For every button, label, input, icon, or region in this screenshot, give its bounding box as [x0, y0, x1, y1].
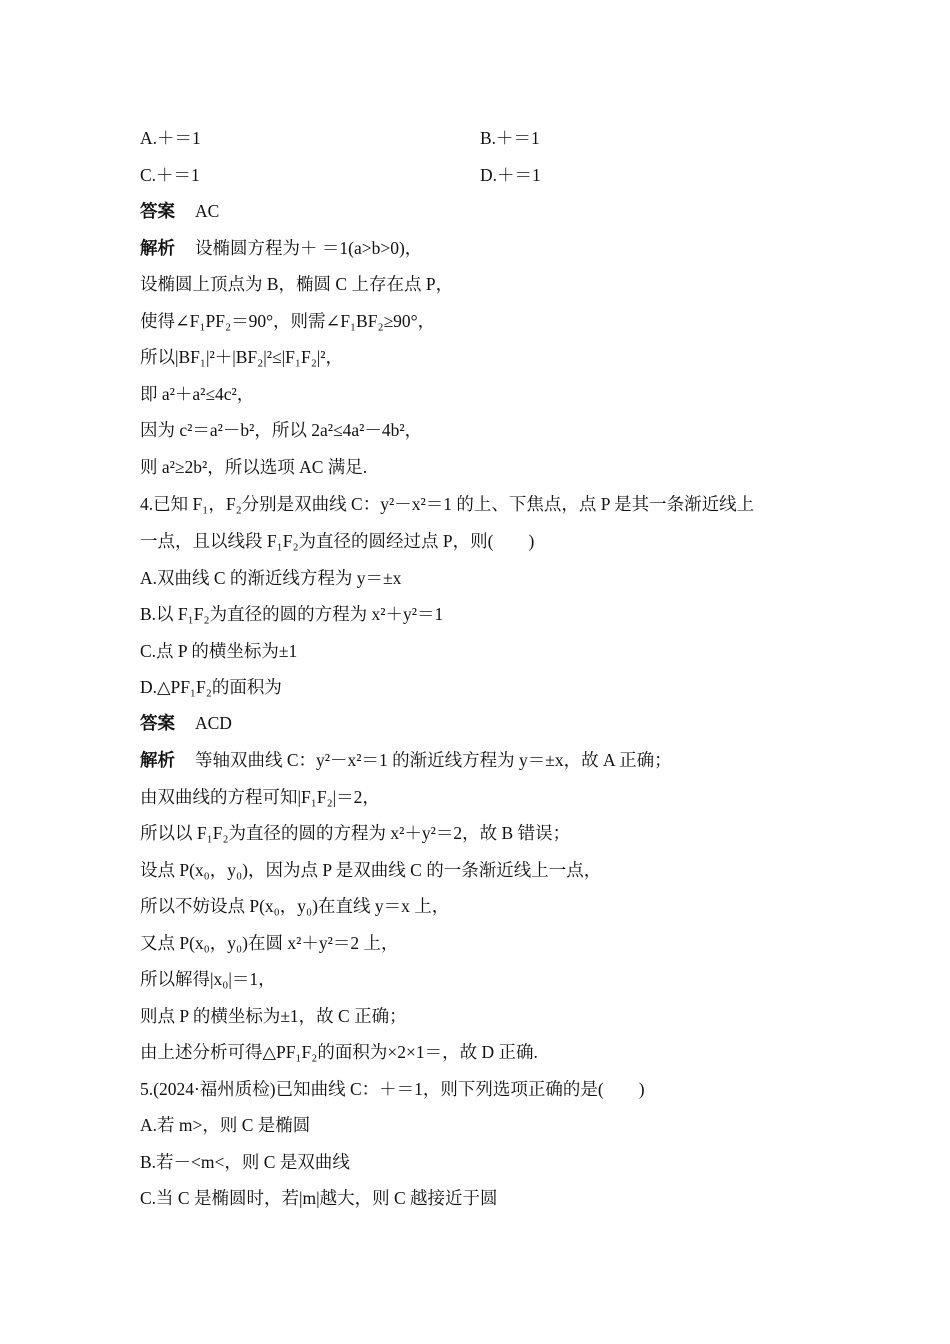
q4-analysis-line: 所以解得|x₀|＝1， — [140, 969, 276, 989]
q4-option-a: A.双曲线 C 的渐近线方程为 y＝±x — [140, 568, 402, 588]
q3-option-c: C.＋＝1 — [140, 165, 200, 185]
analysis-label: 解析 — [140, 750, 175, 770]
q4-option-d: D.△PF₁F₂的面积为 — [140, 677, 282, 697]
q4-option-b: B.以 F₁F₂为直径的圆的方程为 x²＋y²＝1 — [140, 604, 444, 624]
answer-label: 答案 — [140, 713, 175, 733]
q3-analysis-line: 则 a²≥2b²，所以选项 AC 满足. — [140, 457, 368, 477]
q4-analysis-line: 则点 P 的横坐标为±1，故 C 正确； — [140, 1006, 407, 1026]
q5-option-b: B.若－<m<，则 C 是双曲线 — [140, 1152, 350, 1172]
q4-analysis-line: 由双曲线的方程可知|F₁F₂|＝2， — [140, 787, 380, 807]
q3-analysis-line: 使得∠F₁PF₂＝90°，则需∠F₁BF₂≥90°， — [140, 311, 436, 331]
q4-stem: 一点，且以线段 F₁F₂为直径的圆经过点 P，则( ) — [140, 531, 535, 551]
q3-analysis-line: 即 a²＋a²≤4c²， — [140, 384, 255, 404]
q4-option-c: C.点 P 的横坐标为±1 — [140, 641, 298, 661]
q4-answer — [140, 712, 232, 734]
q3-answer — [140, 200, 219, 222]
analysis-text: 设椭圆方程为＋ ＝1(a>b>0)， — [195, 238, 423, 258]
q5-option-a: A.若 m>，则 C 是椭圆 — [140, 1115, 311, 1135]
q4-analysis-line: 所以不妨设点 P(x₀，y₀)在直线 y＝x 上， — [140, 896, 450, 916]
q3-option-d: D.＋＝1 — [480, 165, 541, 185]
q5-option-c: C.当 C 是椭圆时，若|m|越大，则 C 越接近于圆 — [140, 1188, 498, 1208]
answer-value: AC — [195, 201, 220, 221]
q5-stem: 5.(2024·福州质检)已知曲线 C：＋＝1，则下列选项正确的是( ) — [140, 1079, 645, 1099]
q4-analysis-line: 所以以 F₁F₂为直径的圆的方程为 x²＋y²＝2，故 B 错误； — [140, 823, 571, 843]
q4-stem: 4.已知 F₁，F₂分别是双曲线 C：y²－x²＝1 的上、下焦点，点 P 是其一条渐近线上 — [140, 494, 755, 514]
analysis-label: 解析 — [140, 238, 175, 258]
q4-analysis-line — [140, 749, 672, 771]
q3-analysis-line: 因为 c²＝a²－b²，所以 2a²≤4a²－4b²， — [140, 420, 423, 440]
answer-value: ACD — [195, 713, 232, 733]
q4-analysis-line: 设点 P(x₀，y₀)，因为点 P 是双曲线 C 的一条渐近线上一点， — [140, 860, 602, 880]
answer-label: 答案 — [140, 201, 175, 221]
q4-analysis-line: 由上述分析可得△PF₁F₂的面积为×2×1＝，故 D 正确. — [140, 1042, 538, 1062]
q3-analysis-line: 所以|BF₁|²＋|BF₂|²≤|F₁F₂|²， — [140, 347, 344, 367]
q4-analysis-line: 又点 P(x₀，y₀)在圆 x²＋y²＝2 上， — [140, 933, 399, 953]
q3-analysis-line: 设椭圆上顶点为 B，椭圆 C 上存在点 P， — [140, 274, 454, 294]
q3-option-b: B.＋＝1 — [480, 128, 540, 148]
q3-option-a: A.＋＝1 — [140, 128, 201, 148]
analysis-text: 等轴双曲线 C：y²－x²＝1 的渐近线方程为 y＝±x，故 A 正确； — [195, 750, 672, 770]
q3-analysis-line — [140, 237, 422, 259]
